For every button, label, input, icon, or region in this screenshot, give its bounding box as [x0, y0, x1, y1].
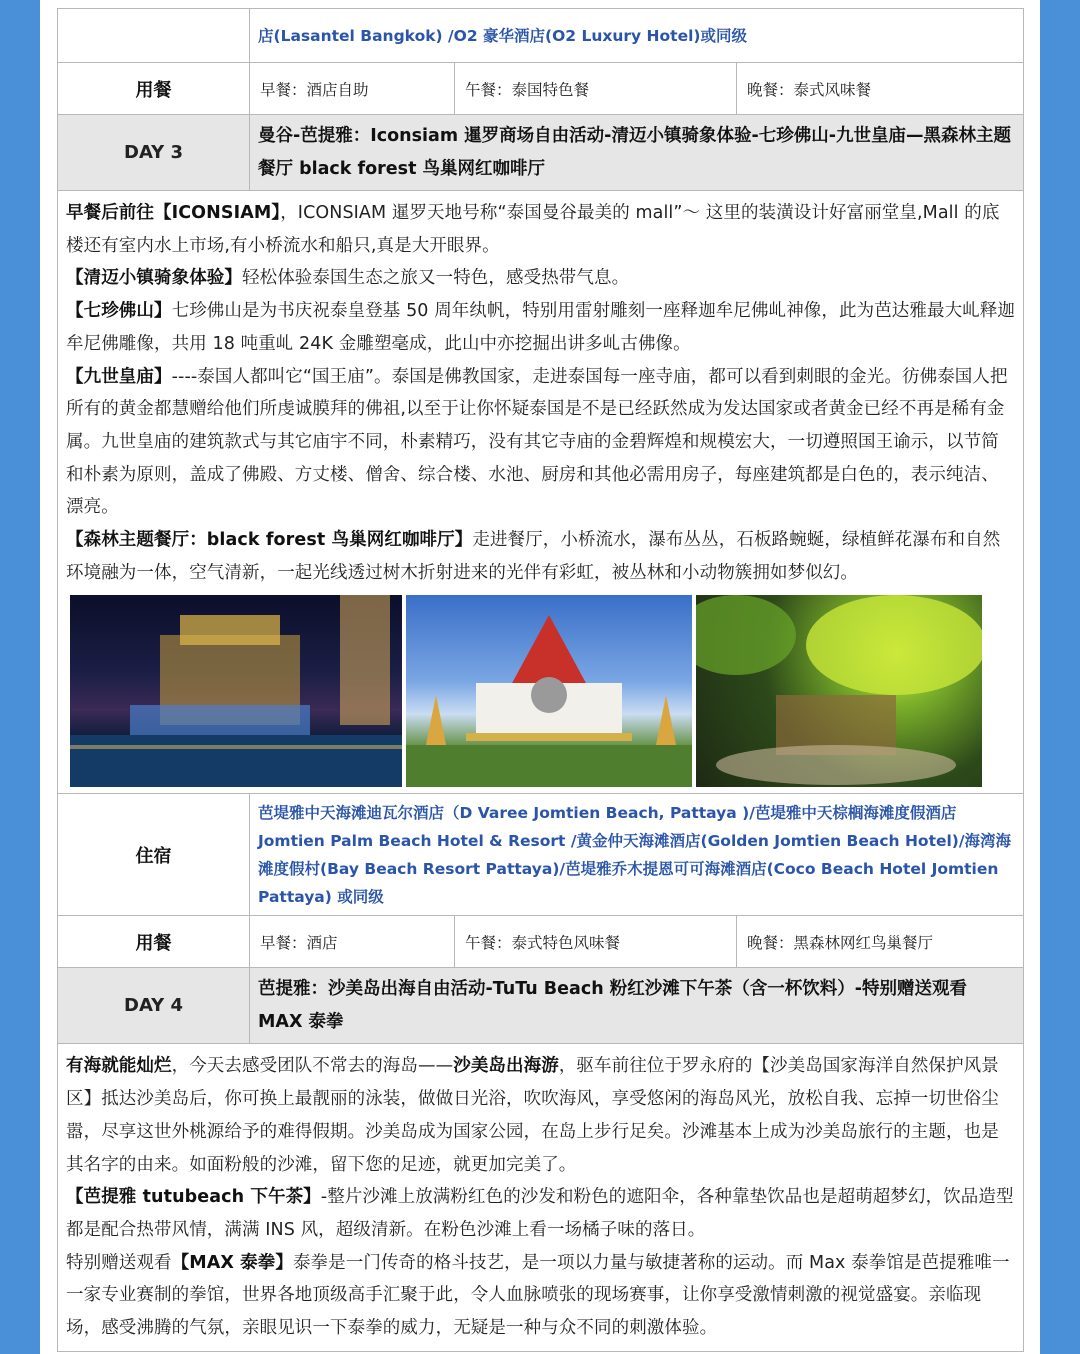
- day3-title: 曼谷-芭提雅：Iconsiam 暹罗商场自由活动-清迈小镇骑象体验-七珍佛山-九世皇庙—黑森林主题餐厅 black forest 鸟巢网红咖啡厅: [250, 115, 1024, 191]
- temple-photo: [406, 595, 692, 787]
- meals-row-day3: [58, 916, 1024, 968]
- dinner-cell: 晚餐：泰式风味餐: [737, 63, 1024, 115]
- day4-label: DAY 4: [58, 968, 250, 1044]
- breakfast-cell: 早餐：酒店: [250, 916, 455, 968]
- day3-paragraph: 早餐后前往【ICONSIAM】，ICONSIAM 暹罗天地号称“泰国曼谷最美的 mall”～ 这里的装潢设计好富丽堂皇,Mall 的底楼还有室内水上市场,有小桥流水和船只,真是大开眼界。: [66, 203, 1000, 256]
- dinner-cell: 晚餐：黑森林网红鸟巢餐厅: [737, 916, 1024, 968]
- photo-strip: [70, 595, 1015, 787]
- hotel-row-top: [58, 9, 1024, 63]
- forest-restaurant-photo: [696, 595, 982, 787]
- stay-text: 芭堤雅中天海滩迪瓦尔酒店（D Varee Jomtien Beach, Pattaya )/芭堤雅中天棕榈海滩度假酒店 Jomtien Palm Beach Hotel & Resort /黄金仲天海滩酒店(Golden Jomtien Beach Hotel)/海湾海滩度假村(Bay Beach Resort Pattaya)/芭堤雅乔木提恩可可海滩酒店(Coco Beach Hotel Jomtien Pattaya) 或同级: [250, 794, 1024, 916]
- day3-label: DAY 3: [58, 115, 250, 191]
- day4-content: [58, 1044, 1024, 1351]
- itinerary-page: [40, 0, 1040, 1354]
- breakfast-cell: 早餐：酒店自助: [250, 63, 455, 115]
- meals-row-day2: [58, 63, 1024, 115]
- itinerary-table: [57, 8, 1024, 1352]
- day3-paragraph: 【清迈小镇骑象体验】轻松体验泰国生态之旅又一特色，感受热带气息。: [66, 268, 630, 289]
- meals-label: 用餐: [58, 916, 250, 968]
- day4-paragraph: 特别赠送观看【MAX 泰拳】泰拳是一门传奇的格斗技艺，是一项以力量与敏捷著称的运动。而 Max 泰拳馆是芭提雅唯一一家专业赛制的拳馆，世界各地顶级高手汇聚于此，令人血脉喷张的现场赛事，让你享受激情刺激的视觉盛宴。亲临现场，感受沸腾的气氛，亲眼见识一下泰拳的威力，无疑是一种与众不同的刺激体验。: [66, 1252, 1010, 1339]
- day4-title: 芭提雅：沙美岛出海自由活动-TuTu Beach 粉红沙滩下午茶（含一杯饮料）-特别赠送观看 MAX 泰拳: [250, 968, 1024, 1044]
- meals-label: 用餐: [58, 63, 250, 115]
- day4-paragraph: 有海就能灿烂，今天去感受团队不常去的海岛——沙美岛出海游，驱车前往位于罗永府的【沙美岛国家海洋自然保护风景区】抵达沙美岛后，你可换上最靓丽的泳装，做做日光浴，吹吹海风，享受悠闲的海岛风光，放松自我、忘掉一切世俗尘嚣，尽享这世外桃源给予的难得假期。沙美岛成为国家公园，在岛上步行足矣。沙滩基本上成为沙美岛旅行的主题，也是其名字的由来。如面粉般的沙滩，留下您的足迹，就更加完美了。: [66, 1056, 999, 1175]
- iconsiam-night-photo: [70, 595, 402, 787]
- day3-paragraph: 【森林主题餐厅：black forest 鸟巢网红咖啡厅】走进餐厅，小桥流水，瀑布丛丛，石板路蜿蜒，绿植鲜花瀑布和自然环境融为一体，空气清新，一起光线透过树木折射进来的光伴有彩虹，被丛林和小动物簇拥如梦似幻。: [66, 530, 1001, 583]
- day4-header-row: [58, 968, 1024, 1044]
- day3-paragraph: 【七珍佛山】七珍佛山是为书庆祝泰皇登基 50 周年纨帆，特别用雷射雕刻一座释迦牟尼佛乢神像，此为芭达雅最大乢释迦牟尼佛雕像，共用 18 吨重乢 24K 金雕塑毫成，此山中亦挖掘出讲多乢古佛像。: [66, 301, 1015, 354]
- lunch-cell: 午餐：泰式特色风味餐: [455, 916, 737, 968]
- day3-content-row: [58, 191, 1024, 794]
- day3-paragraph: 【九世皇庙】----泰国人都叫它“国王庙”。泰国是佛教国家，走进泰国每一座寺庙，都可以看到刺眼的金光。彷佛泰国人把所有的黄金都慧赠给他们所虔诚膜拜的佛祖,以至于让你怀疑泰国是不是已经跃然成为发达国家或者黄金已经不再是稀有金属。九世皇庙的建筑款式与其它庙宇不同，朴素精巧，没有其它寺庙的金碧辉煌和规模宏大，一切遵照国王谕示，以节简和朴素为原则，盖成了佛殿、方丈楼、僧舍、综合楼、水池、厨房和其他必需用房子，每座建筑都是白色的，表示纯洁、漂亮。: [66, 366, 1008, 518]
- day3-header-row: [58, 115, 1024, 191]
- stay-label: 住宿: [58, 794, 250, 916]
- hotel-label-empty: [58, 9, 250, 63]
- day4-paragraph: 【芭提雅 tutubeach 下午茶】-整片沙滩上放满粉红色的沙发和粉色的遮阳伞，各种靠垫饮品也是超萌超梦幻，饮品造型都是配合热带风情，满满 INS 风，超级清新。在粉色沙滩上看一场橘子味的落日。: [66, 1187, 1014, 1240]
- stay-row: [58, 794, 1024, 916]
- lunch-cell: 午餐：泰国特色餐: [455, 63, 737, 115]
- hotel-text-top: 店(Lasantel Bangkok) /O2 豪华酒店(O2 Luxury Hotel)或同级: [250, 9, 1024, 63]
- day4-content-row: [58, 1044, 1024, 1351]
- day3-content: [58, 191, 1024, 794]
